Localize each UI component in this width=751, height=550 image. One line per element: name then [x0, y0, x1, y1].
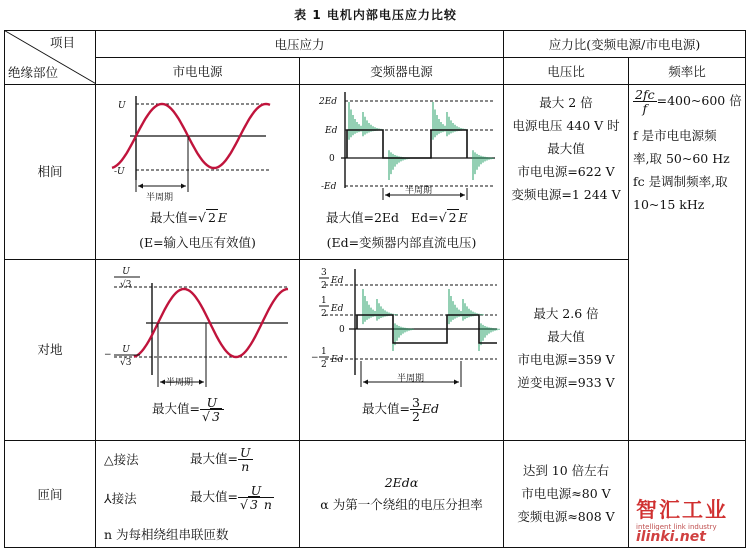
vr-ground-1: 最大 2.6 倍	[533, 306, 599, 321]
fr-phase-3: 率,取 50~60 Hz	[633, 151, 730, 166]
mains-phase-max: 最大值=√ 2 E	[150, 210, 228, 225]
turn-inverter-2: α 为第一个绕组的电压分担率	[320, 497, 483, 512]
turn-delta-label: △接法	[104, 452, 139, 467]
inverter-ground-max: 最大值= $\frac{3}{2}$ Ed	[362, 395, 440, 424]
inverter-ground-neg: −	[311, 353, 319, 363]
vr-phase-1: 最大 2 倍	[539, 95, 593, 110]
inverter-phase-note: (Ed=变频器内部直流电压)	[326, 235, 477, 250]
inverter-ground-neg-ed: Ed	[331, 355, 344, 365]
vr-ground-3: 市电电源=359 V	[517, 352, 615, 367]
inverter-phase-waveform	[303, 88, 501, 206]
mains-ground-u-num: U	[122, 267, 130, 277]
vr-turn-3: 变频电源≈808 V	[517, 509, 615, 524]
turn-star-label: ⅄接法	[104, 491, 137, 506]
mains-ground-neg-den: √3	[120, 358, 132, 368]
inverter-ground-1-ed: Ed	[331, 304, 344, 314]
inverter-ground-zero: 0	[339, 325, 345, 335]
turn-note: n 为每相绕组串联匝数	[104, 527, 229, 542]
inverter-ground-3-ed: Ed	[331, 276, 344, 286]
header-item: 项目	[50, 35, 76, 50]
inverter-phase-2ed: 2Ed	[319, 97, 338, 107]
mains-ground-neg-prefix: −	[104, 350, 112, 360]
vr-ground-4: 逆变电源=933 V	[517, 375, 615, 390]
watermark-brand: 智汇工业	[636, 498, 728, 522]
watermark-tagline: intelligent link industry	[636, 523, 717, 531]
vr-ground-2: 最大值	[547, 329, 585, 344]
inverter-phase-half-period: 半周期	[405, 186, 433, 196]
vr-phase-2: 电源电压 440 V 时	[512, 118, 620, 133]
mains-phase-waveform	[100, 88, 296, 206]
mains-ground-half-period: 半周期	[166, 378, 194, 388]
turn-star-max: 最大值= $\frac{U}{√ 3 n}$	[190, 483, 272, 512]
watermark	[636, 494, 728, 545]
row-label-ground: 对地	[37, 342, 63, 357]
mains-ground-max: 最大值= $\frac{U}{√ 3}$	[152, 396, 224, 423]
mains-phase-u-label: U	[118, 101, 126, 111]
inverter-ground-1-num: 1	[321, 296, 327, 306]
inverter-ground-3-num: 3	[321, 268, 327, 278]
turn-delta-max: 最大值= $\frac{U}{n}$	[190, 445, 251, 474]
header-insulation: 绝缘部位	[8, 65, 59, 80]
header-inverter: 变频器电源	[370, 64, 433, 79]
header-mains: 市电电源	[172, 64, 223, 79]
mains-phase-neg-u-label: -U	[114, 167, 125, 177]
fr-phase-2: f 是市电电源频	[633, 128, 717, 143]
vr-phase-3: 最大值	[547, 141, 585, 156]
mains-ground-waveform	[100, 263, 296, 389]
row-label-phase: 相间	[37, 164, 63, 179]
row-label-turn: 匝间	[37, 487, 63, 502]
inverter-ground-waveform	[303, 263, 501, 389]
vr-turn-1: 达到 10 倍左右	[522, 463, 610, 478]
inverter-ground-1-den: 2	[321, 309, 327, 319]
inverter-ground-neg-num: 1	[321, 347, 327, 357]
vr-turn-2: 市电电源≈80 V	[521, 486, 611, 501]
header-stress-ratio: 应力比(变频电源/市电电源)	[548, 37, 701, 52]
watermark-url: ilinki.net	[636, 529, 706, 545]
header-voltage-ratio: 电压比	[547, 64, 585, 79]
inverter-ground-neg-den: 2	[321, 360, 327, 370]
mains-ground-u-den: √3	[120, 280, 132, 290]
inverter-phase-zero: 0	[329, 154, 335, 164]
table-caption: 表 1 电机内部电压应力比较	[294, 8, 457, 22]
header-voltage-stress: 电压应力	[274, 37, 325, 52]
fr-phase-4: fc 是调制频率,取	[633, 174, 728, 189]
inverter-ground-half-period: 半周期	[397, 374, 425, 384]
mains-ground-neg-num: U	[122, 345, 130, 355]
fr-phase-1: $\frac{2fc}{f}$ =400~600 倍	[635, 87, 742, 116]
inverter-ground-3-den: 2	[321, 281, 327, 291]
turn-inverter-1: 2Edα	[384, 475, 419, 490]
vr-phase-4: 市电电源=622 V	[517, 164, 615, 179]
fr-phase-5: 10~15 kHz	[633, 197, 705, 212]
inverter-phase-ed: Ed	[325, 126, 338, 136]
mains-phase-half-period: 半周期	[146, 193, 174, 203]
inverter-phase-max: 最大值=2Ed Ed=√ 2 E	[326, 210, 468, 225]
inverter-phase-neg-ed: -Ed	[321, 182, 337, 192]
mains-phase-note: (E=输入电压有效值)	[139, 235, 256, 250]
header-freq-ratio: 频率比	[668, 64, 706, 79]
vr-phase-5: 变频电源=1 244 V	[511, 187, 621, 202]
